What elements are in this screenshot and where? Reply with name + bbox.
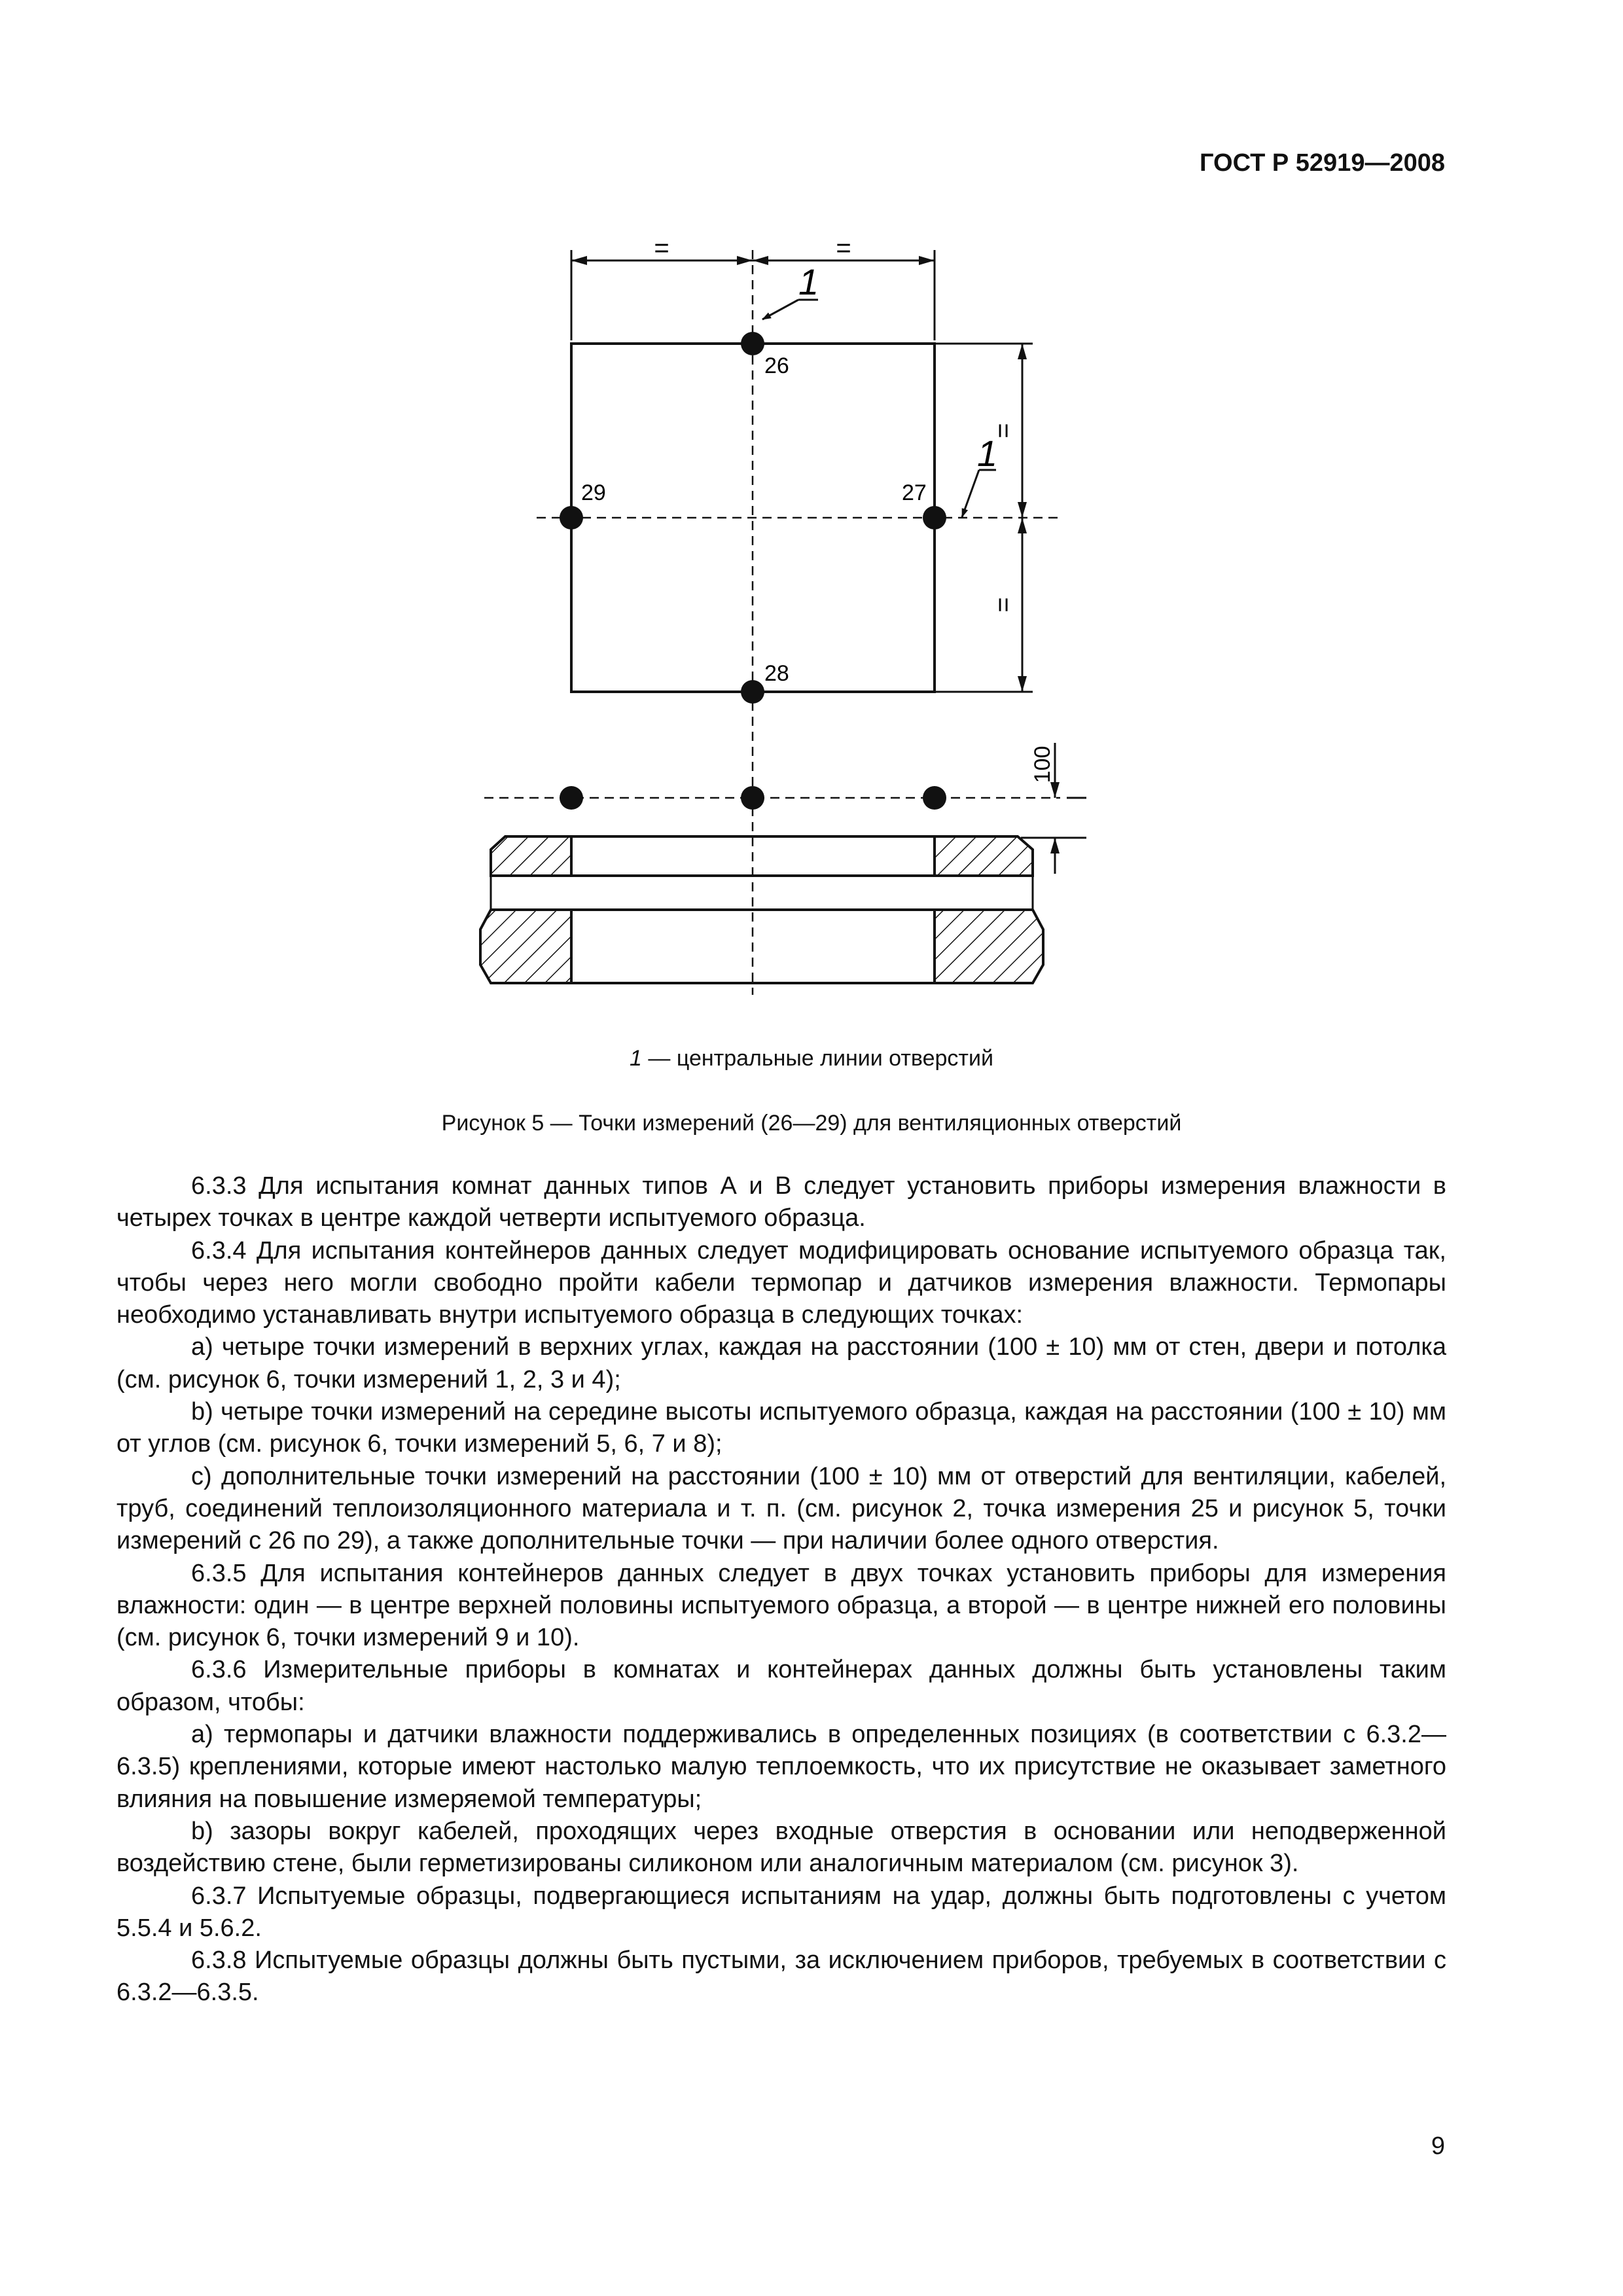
eq-mark-right-upper: = <box>989 423 1018 439</box>
callout-top <box>762 300 818 319</box>
document-header: ГОСТ Р 52919—2008 <box>1200 149 1445 177</box>
paragraph-6-3-8: 6.3.8 Испытуемые образцы должны быть пустыми, за исключением приборов, требуемых в соответствии с 6.3.2—6.3.5. <box>116 1946 1446 2007</box>
point-28-label: 28 <box>764 661 789 686</box>
figure-caption: Рисунок 5 — Точки измерений (26—29) для вентиляционных отверстий <box>441 1111 1182 1136</box>
callout-right-label: 1 <box>977 433 998 474</box>
callout-right <box>962 470 996 517</box>
paragraph-6-3-7: 6.3.7 Испытуемые образцы, подвергающиеся испытаниям на удар, должны быть подготовлены с учетом 5.5.4 и 5.6.2. <box>116 1882 1446 1942</box>
callout-top-label: 1 <box>798 261 819 302</box>
wall-section <box>480 836 1043 983</box>
measurement-point-28 <box>741 680 764 704</box>
eq-mark-top-right: = <box>836 234 851 262</box>
legend-text: — центральные линии отверстий <box>641 1046 993 1071</box>
point-26-label: 26 <box>764 353 789 378</box>
paragraph-6-3-4-c: c) дополнительные точки измерений на расстоянии (100 ± 10) мм от отверстий для вентиляции, кабелей, труб, соединений теплоизоляционного материала и т. п. (см. рисунок 2, точка измерения 25 и рисунок 5, точки измерений с 26 по 29), а также дополнительные точки — при наличии более одного отверстия. <box>116 1462 1446 1555</box>
figure-5-diagram <box>0 0 1623 1139</box>
legend-number: 1 <box>630 1046 642 1071</box>
measurement-point-29 <box>560 506 583 529</box>
page-number: 9 <box>1431 2132 1445 2160</box>
point-29-label: 29 <box>581 480 606 505</box>
paragraph-6-3-4: 6.3.4 Для испытания контейнеров данных следует модифицировать основание испытуемого образца так, чтобы через него могли свободно пройти кабели термопар и датчиков измерения влажности. Термопары необходимо устанавливать внутри испытуемого образца в следующих точках: <box>116 1236 1446 1329</box>
measurement-point-row-left <box>560 786 583 810</box>
paragraph-6-3-5: 6.3.5 Для испытания контейнеров данных следует в двух точках установить приборы для измерения влажности: один — в центре верхней половины испытуемого образца, а второй — в центре нижней его половины (см. рисунок 6, точки измерений 9 и 10). <box>116 1559 1446 1652</box>
measurement-point-row-right <box>923 786 946 810</box>
paragraph-6-3-4-b: b) четыре точки измерений на середине высоты испытуемого образца, каждая на расстоянии (100 ± 10) мм от углов (см. рисунок 6, точки измерений 5, 6, 7 и 8); <box>116 1398 1446 1458</box>
eq-mark-top-left: = <box>654 234 669 262</box>
paragraph-6-3-6-b: b) зазоры вокруг кабелей, проходящих через входные отверстия в основании или неподверженной воздействию стене, были герметизированы силиконом или аналогичным материалом (см. рисунок 3). <box>116 1817 1446 1878</box>
figure-legend <box>0 1046 1623 1071</box>
paragraph-6-3-3: 6.3.3 Для испытания комнат данных типов А и В следует установить приборы измерения влажности в четырех точках в центре каждой четверти испытуемого образца. <box>116 1172 1446 1232</box>
point-27-label: 27 <box>902 480 927 505</box>
body-text <box>116 1170 1446 2009</box>
measurement-point-27 <box>923 506 946 529</box>
eq-mark-right-lower: = <box>989 597 1018 613</box>
measurement-point-26 <box>741 332 764 355</box>
paragraph-6-3-6-a: a) термопары и датчики влажности поддерживались в определенных позициях (в соответствии с 6.3.2—6.3.5) креплениями, которые имеют настолько малую теплоемкость, что их присутствие не оказывает заметного влияния на повышение измеряемой температуры; <box>116 1721 1446 1813</box>
paragraph-6-3-6: 6.3.6 Измерительные приборы в комнатах и контейнерах данных должны быть установлены таким образом, чтобы: <box>116 1656 1446 1716</box>
paragraph-6-3-4-a: a) четыре точки измерений в верхних углах, каждая на расстоянии (100 ± 10) мм от стен, двери и потолка (см. рисунок 6, точки измерений 1, 2, 3 и 4); <box>116 1333 1446 1393</box>
dimension-100-label: 100 <box>1030 745 1055 783</box>
measurement-point-row-center <box>741 786 764 810</box>
